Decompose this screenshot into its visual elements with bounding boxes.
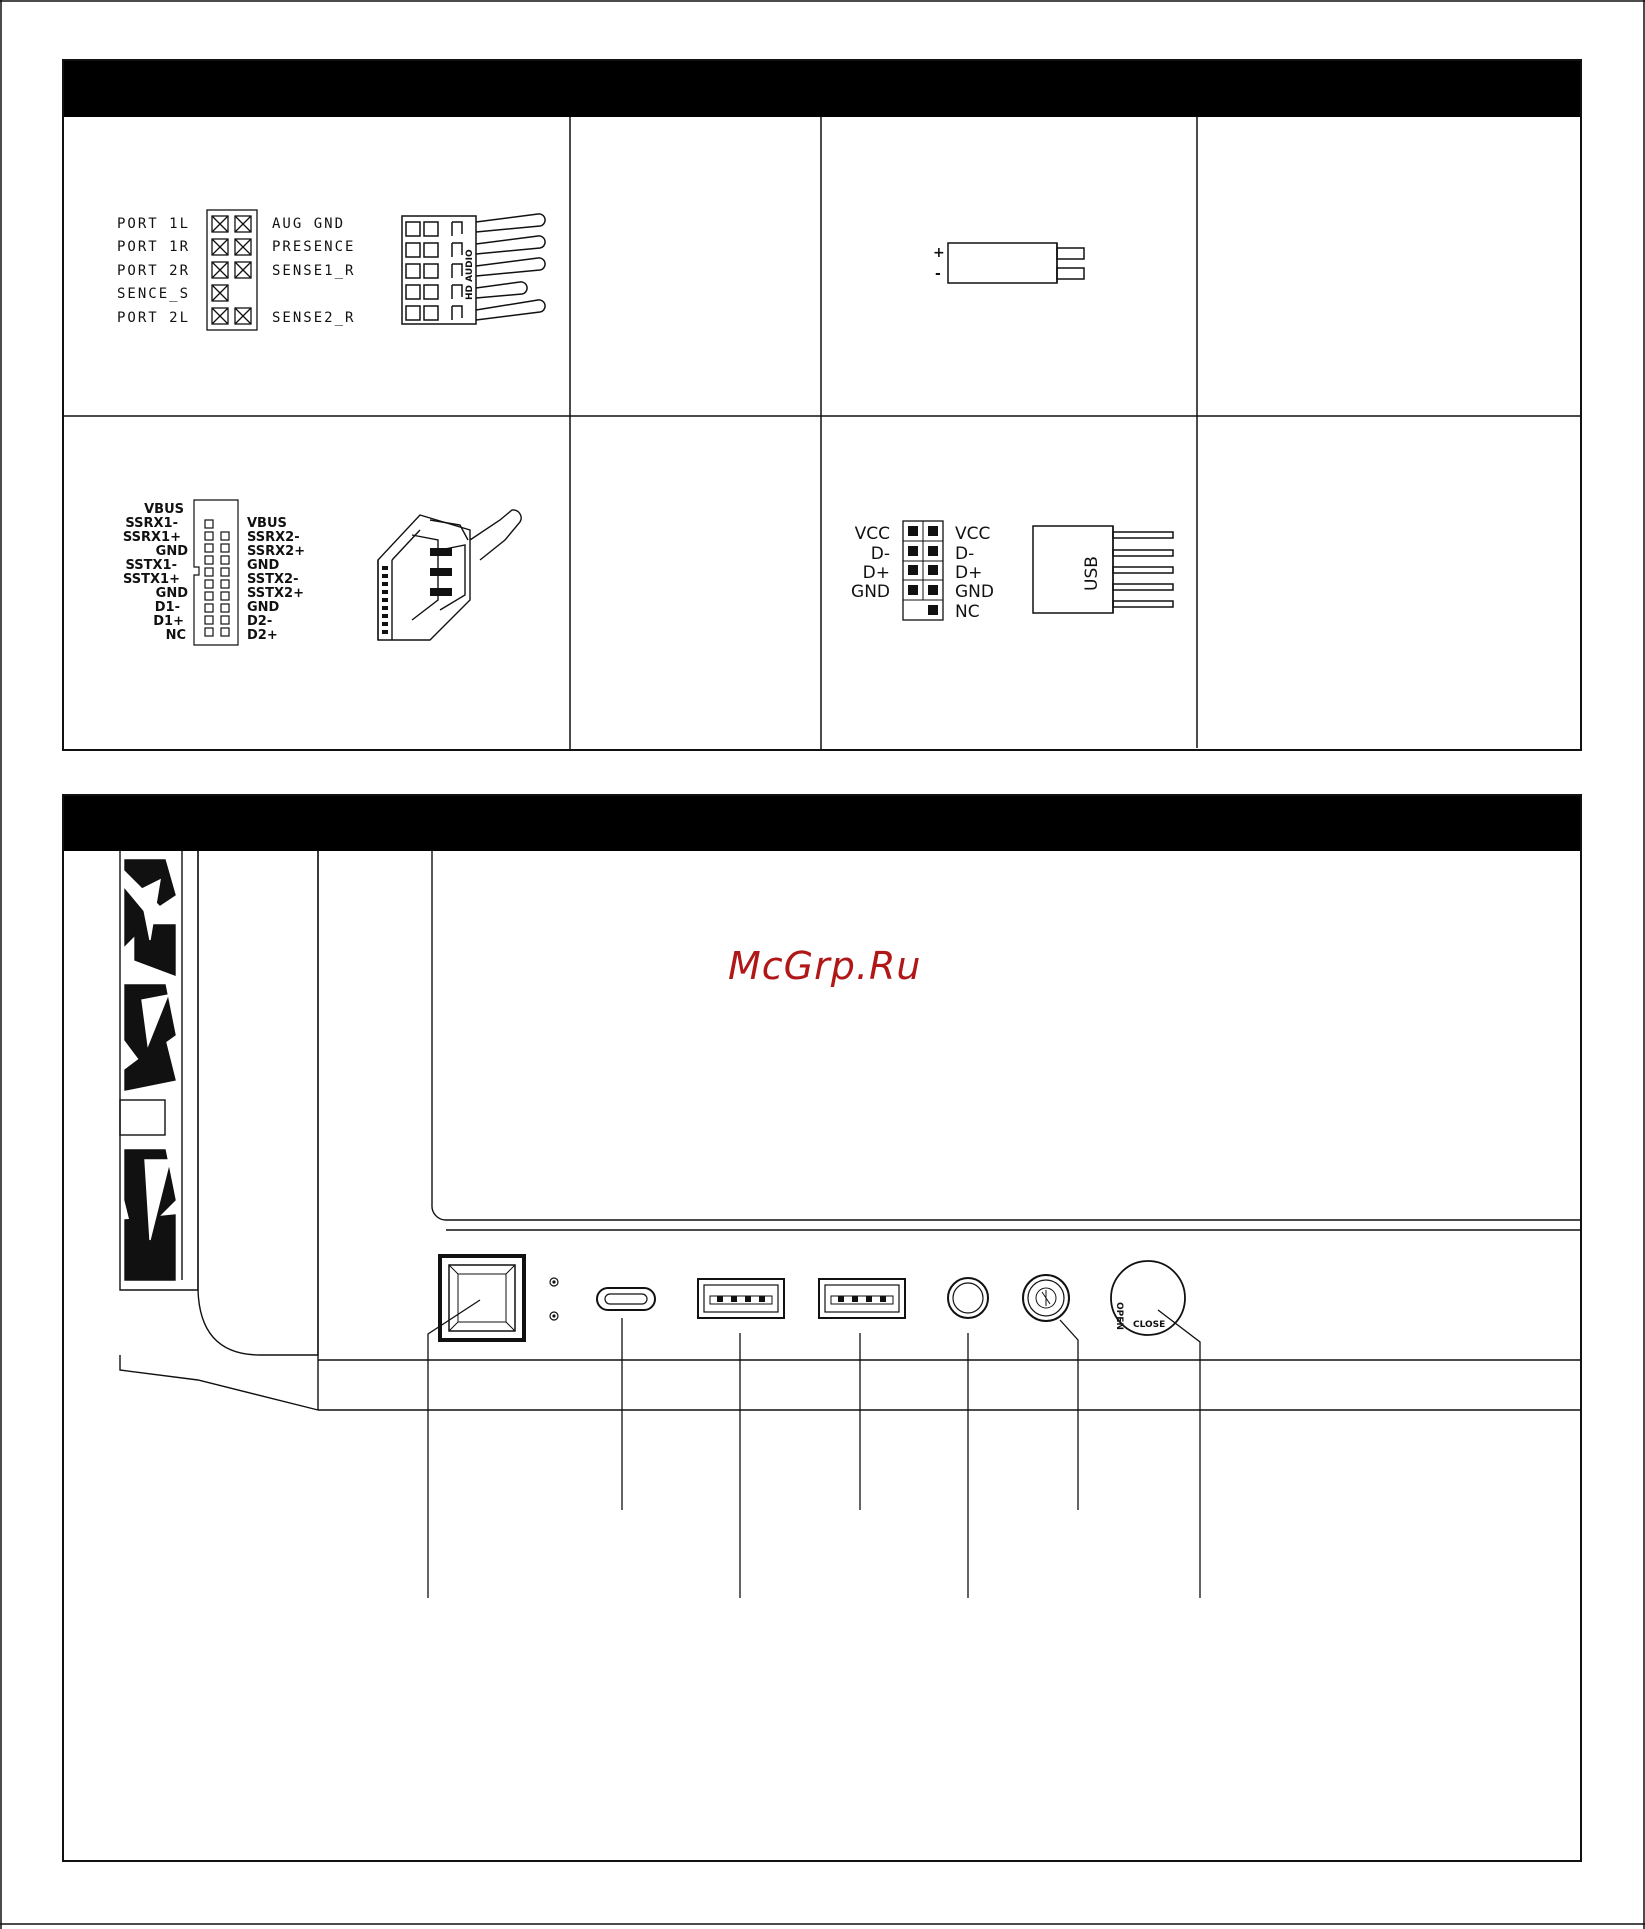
hd-audio-left-label: PORT 1R [117,239,191,255]
usb2-pin-block [903,521,943,620]
connector-table-frame [63,60,1581,750]
usb2-left-label: D- [870,544,890,564]
usb2-right-label: VCC [955,524,991,544]
usb3-left-label: NC [165,628,186,643]
usb2-right-label: GND [955,582,994,602]
hd-audio-right-label: SENSE2_R [272,310,356,326]
hd-audio-right-label: SENSE1_R [272,263,356,279]
usb2-plug [1033,526,1173,613]
usb3-right-label: SSTX2+ [247,586,304,601]
hd-audio-pinout [117,210,545,330]
hd-audio-left-label: SENCE_S [117,286,191,302]
power-button[interactable] [440,1256,524,1340]
hd-audio-right-label: PRESENCE [272,239,356,255]
usb3-right-label: SSTX2- [247,572,299,587]
usb3-left-label: GND [155,544,188,559]
usb3-left-label: VBUS [144,502,184,517]
usb3-left-label: GND [155,586,188,601]
usb2-right-label: NC [955,602,980,622]
usb2-pinout [851,521,1173,622]
usb3-left-label: SSRX1- [125,516,178,531]
usb3-left-label: SSTX1- [125,558,177,573]
hd-audio-left-label: PORT 2R [117,263,191,279]
usb3-right-label: D2+ [247,628,278,643]
usb3-right-label: VBUS [247,516,287,531]
usb3-right-label: GND [247,600,280,615]
usb2-left-label: GND [851,582,890,602]
hd-audio-pin-block [207,210,257,330]
usb3-pinout [123,500,521,645]
hd-audio-left-label: PORT 2L [117,310,191,326]
section-1-header-bar [62,60,1582,117]
connector-table [62,60,1582,750]
minus-sign: - [935,266,941,282]
usb2-plug-label: USB [1082,556,1102,591]
usb3-right-label: GND [247,558,280,573]
usb-c-port[interactable] [597,1288,655,1310]
plus-sign: + [933,245,945,261]
callout-lines [428,1300,1200,1598]
front-panel-section [62,795,1582,1861]
usb3-right-label: D2- [247,614,273,629]
usb3-pin-block [194,500,238,645]
usb3-left-label: D1+ [153,614,184,629]
audio-jack[interactable] [948,1278,988,1318]
knob-open-label: OPEN [1114,1302,1124,1330]
usb3-left-label: SSRX1+ [122,530,181,545]
usb-a-port-1[interactable] [698,1279,784,1318]
usb-a-port-2[interactable] [819,1279,905,1318]
usb3-left-label: D1- [154,600,180,615]
knob-close-label: CLOSE [1133,1320,1166,1330]
hd-audio-right-label: AUG GND [272,216,346,232]
section-2-header-bar [62,795,1582,851]
reset-button[interactable] [1023,1275,1069,1321]
usb2-right-label: D- [955,544,975,564]
hd-audio-plug-label: HD AUDIO [465,249,475,300]
case-side-vents [120,851,1581,1410]
usb3-left-label: SSTX1+ [123,572,180,587]
usb2-left-label: VCC [854,524,890,544]
hd-audio-left-label: PORT 1L [117,216,191,232]
watermark: McGrp.Ru [728,944,922,988]
usb3-right-label: SSRX2- [247,530,300,545]
usb2-left-label: D+ [862,563,890,583]
fan-control-knob[interactable] [1111,1261,1185,1335]
usb2-right-label: D+ [955,563,983,583]
led-indicator-icon [550,1278,558,1320]
usb3-right-label: SSRX2+ [247,544,306,559]
fan-connector [933,243,1084,283]
